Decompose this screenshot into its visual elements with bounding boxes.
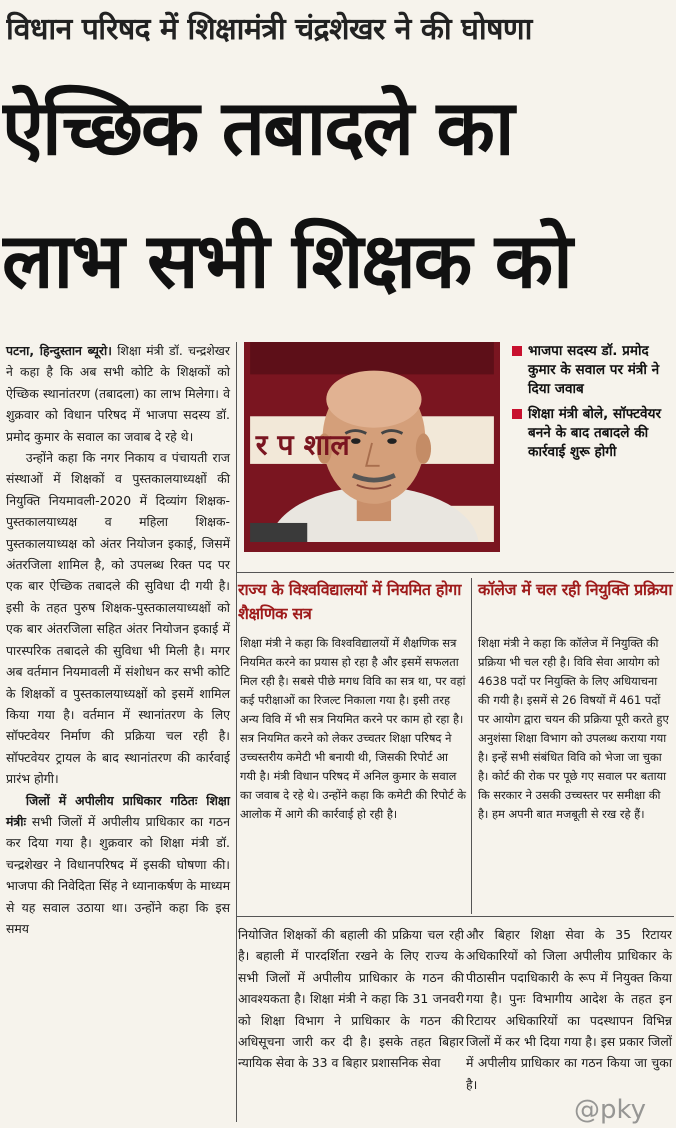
box1-text: शिक्षा मंत्री ने कहा कि विश्वविद्यालयों में शैक्षणिक सत्र नियमित करने का प्रयास हो रहा है और इसमें सफलता मिल रही है। सबसे पीछे मगध विवि का सत्र था, पर वहां कई परीक्षाओं का रिजल्ट निकाला गया है। इसी तरह अन्य विवि में भी सत्र नियमित करने पर काम हो रहा है। सत्र नियमित करने को लेकर उच्चतर शिक्षा परिषद ने उच्चस्तरीय कमेटी भी बनायी थी, जिसकी रिपोर्ट आ गयी है। मंत्री विधान परिषद में अनिल कुमार के सवाल का जवाब दे रहे थे। उन्होंने कहा कि कमेटी की रिपोर्ट के आलोक में आगे की कार्रवाई हो रही है। — [240, 636, 466, 821]
left-p3-text: सभी जिलों में अपीलीय प्राधिकार का गठन कर दिया गया है। शुक्रवार को शिक्षा मंत्री डॉ. चन्द्रशेखर ने विधानपरिषद में इसकी घोषणा की। भाजपा की निवेदिता सिंह ने ध्यानाकर्षण के माध्यम से यह सवाल उठाया था। उन्होंने कहा कि इस समय — [6, 813, 230, 936]
box1-heading: राज्य के विश्वविद्यालयों में नियमित होगा शैक्षणिक सत्र — [238, 580, 462, 623]
highlight-1 — [512, 342, 672, 399]
subhead-appellate: जिलों में अपीलीय प्राधिकार गठितः शिक्षा मंत्रीः — [6, 792, 230, 829]
dateline: पटना, हिन्दुस्तान ब्यूरो। — [6, 343, 112, 358]
headline-line-2: लाभ सभी शिक्षक को — [2, 216, 571, 305]
column-divider-left — [236, 342, 237, 1122]
box-bottom-rule — [236, 916, 674, 917]
red-square-icon — [512, 346, 522, 356]
headline-line-1: ऐच्छिक तबादले का — [2, 83, 513, 172]
box2-text: शिक्षा मंत्री ने कहा कि कॉलेज में नियुक्ति की प्रक्रिया भी चल रही है। विवि सेवा आयोग को 4638 पदों पर नियुक्ति के लिए अधियाचना की गयी है। इसमें से 26 विषयों में 461 पदों पर आयोग द्वारा चयन की प्रक्रिया पूरी करते हुए अनुशंसा शिक्षा विभाग को उपलब्ध कराया गया है। इन्हें सभी संबंधित विवि को भेजा जा चुका है। कोर्ट की रोक पर पूछे गए सवाल पर बताया कि सरकार ने उसकी उच्चस्तर पर समीक्षा की है। हम अपनी बात मजबूती से रख रहे हैं। — [478, 636, 669, 821]
highlight-2 — [512, 405, 672, 462]
left-column — [6, 340, 230, 939]
highlight-1-text: भाजपा सदस्य डॉ. प्रमोद कुमार के सवाल पर मंत्री ने दिया जवाब — [528, 343, 660, 397]
left-p1-text: शिक्षा मंत्री डॉ. चन्द्रशेखर ने कहा है कि अब सभी कोटि के शिक्षकों को ऐच्छिक स्थानांतरण (तबादला) का लाभ मिलेगा। वे शुक्रवार को विधान परिषद में भाजपा सदस्य डॉ. प्रमोद कुमार के सवाल का जवाब दे रहे थे। — [6, 343, 231, 444]
kicker-headline: विधान परिषद में शिक्षामंत्री चंद्रशेखर ने की घोषणा — [6, 12, 532, 47]
box2-heading: कॉलेज में चल रही नियुक्ति प्रक्रिया — [478, 580, 673, 599]
bottom-column-1: नियोजित शिक्षकों की बहाली की प्रक्रिया चल रही है। बहाली में पारदर्शिता रखने के लिए राज्य के सभी जिलों में अपीलीय प्राधिकार के गठन की आवश्यकता है। शिक्षा मंत्री ने कहा कि 31 जनवरी को शिक्षा विभाग ने प्राधिकार के गठन की अधिसूचना जारी कर दी है। इसके तहत बिहार न्यायिक सेवा के 33 व बिहार प्रशासनिक सेवा — [238, 927, 464, 1071]
left-paragraph-3 — [6, 790, 230, 940]
left-paragraph-1 — [6, 340, 230, 447]
red-square-icon — [512, 409, 522, 419]
minister-photo — [244, 342, 500, 552]
box-top-rule — [236, 572, 674, 573]
highlight-2-text: शिक्षा मंत्री बोले, सॉफ्टवेयर बनने के बाद तबादले की कार्रवाई शुरू होगी — [528, 406, 662, 460]
highlights-box — [512, 342, 672, 468]
box-divider — [471, 578, 472, 914]
photo-banner-text: र प शाल — [255, 427, 350, 462]
photo-illustration — [244, 342, 500, 542]
bottom-column-2: और बिहार शिक्षा सेवा के 35 रिटायर अधिकारियों को जिला अपीलीय प्राधिकार के पीठासीन पदाधिकारी के रूप में नियुक्त किया गया है। पुनः विभागीय आदेश के तहत इन रिटायर अधिकारियों का पदस्थापन विभिन्न जिलों में कर भी दिया गया है। इस प्रकार जिलों में अपीलीय प्राधिकार का गठन किया जा चुका है। — [466, 927, 672, 1092]
left-paragraph-2: उन्होंने कहा कि नगर निकाय व पंचायती राज संस्थाओं में शिक्षकों व पुस्तकालयाध्यक्षों की नियुक्ति नियमावली-2020 में दिव्यांग शिक्षक-पुस्तकालयाध्यक्ष व महिला शिक्षक-पुस्तकालयाध्यक्ष को अंतर नियोजन इकाई, जिसमें अंतरजिला शामिल है, को उपलब्ध रिक्त पद पर एक बार ऐच्छिक तबादले की सुविधा दी गयी है। इसी के तहत पुरुष शिक्षक-पुस्तकालयाध्यक्षों को एक बार अंतरजिला सहित अंतर नियोजन इकाई में पारस्परिक तबादले की सुविधा भी मिली है। मगर अब वर्तमान नियमावली में संशोधन कर सभी कोटि के शिक्षकों व पुस्तकालयाध्यक्षों को इसमें शामिल किया गया है। वर्तमान में स्थानांतरण के लिए सॉफ्टवेयर निर्माण की प्रक्रिया चल रही है। सॉफ्टवेयर ट्रायल के बाद स्थानांतरण की कार्रवाई प्रारंभ होगी। — [6, 450, 230, 787]
watermark: @pky — [574, 1095, 647, 1125]
